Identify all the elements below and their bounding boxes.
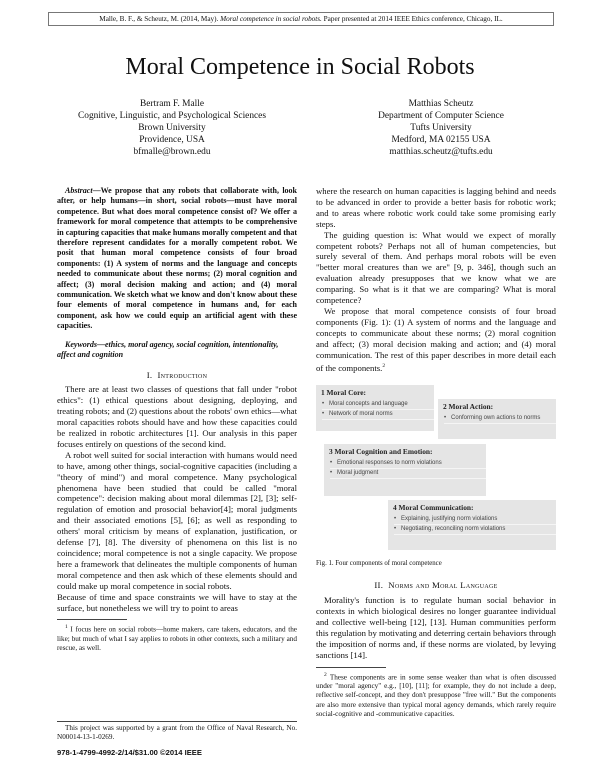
running-header-title: Moral competence in social robots. xyxy=(220,15,322,23)
author-city: Medford, MA 02155 USA xyxy=(391,135,491,145)
component-box-moral-communication xyxy=(388,500,556,550)
left-column xyxy=(57,186,297,653)
component-item: • Moral judgment xyxy=(330,470,486,479)
component-box-moral-action xyxy=(438,399,556,439)
author-institution: Brown University xyxy=(138,123,206,133)
paragraph: where the research on human capacities is lagging behind and needs to be advanced in order to provide a better basis for robotic work; and to areas where robotic work could take some promising early steps. xyxy=(316,186,556,229)
keywords-text: —ethics, moral agency, social cognition, intentionality, affect and cognition xyxy=(57,339,279,360)
right-column xyxy=(316,186,556,719)
component-box-moral-cognition xyxy=(324,444,486,496)
component-item: • Network of moral norms xyxy=(322,411,434,420)
paragraph: The guiding question is: What would we expect of morally competent robots? Perhaps not all of human competencies, but surely several of them. And perhaps moral robots will be even "better moral creatures than we are" [9, p. 346], though such an evaluation already presupposes that we know what we are comparing. So what is it that we are comparing? What is moral competence? xyxy=(316,229,556,306)
paragraph-text: We propose that moral competence consists of four broad components (Fig. 1): (1) A system of norms and the language and concepts to communicate about these norms; (2) moral cognition and affect; (3) moral decision making and action; and (4) moral communication. The rest of this paper describes in more detail each of the components. xyxy=(316,305,556,373)
component-item: • Negotiating, reconciling norm violations xyxy=(394,526,556,535)
section-title: Norms and Moral Language xyxy=(388,580,498,591)
paragraph: Morality's function is to regulate human social behavior in contexts in which biological desires no longer guarantee individual and collective well-being [12], [13]. Human communities perform this regulation by motivating and deterring certain behaviors through the imposition of norms and, if these norms are violated, by levying sanctions [14]. xyxy=(316,595,556,660)
section-title: Introduction xyxy=(157,369,208,380)
author-city: Providence, USA xyxy=(139,135,205,145)
section-heading-introduction xyxy=(57,370,297,381)
paragraph: There are at least two classes of questions that fall under "robot ethics": (1) ethical questions about designing, deploying, and treating robots; and (2) questions about the robots' own ethics—what moral capacities robots should have and how these capacities could be realized in robotic architectures [1]. Our analysis in this paper focuses entirely on questions of the second kind. xyxy=(57,384,297,449)
author-name: Matthias Scheutz xyxy=(408,99,474,109)
paragraph xyxy=(316,306,556,373)
component-item: • Explaining, justifying norm violations xyxy=(394,516,556,525)
author-email[interactable]: matthias.scheutz@tufts.edu xyxy=(389,147,493,157)
footnote-text: These components are in some sense weaker than what is often discussed under "moral agency" e.g., [10], [11]; for example, they do not include a deep, reflective self-concept, and they don't presuppose "free will." But the components are also more extensive than typical moral agency demands, which rarely require social-cognitive and -communicative capacities. xyxy=(316,673,556,718)
author-institution: Tufts University xyxy=(410,123,472,133)
component-item: • Conforming own actions to norms xyxy=(444,415,556,424)
footnote-1 xyxy=(57,623,297,653)
running-header-venue: Paper presented at 2014 IEEE Ethics conference, Chicago, IL. xyxy=(321,15,503,23)
author-block-2 xyxy=(326,98,556,158)
footnote-2 xyxy=(316,671,556,719)
component-item: • Moral concepts and language xyxy=(322,401,434,410)
component-title: 2 Moral Action: xyxy=(443,402,494,412)
author-affiliation: Cognitive, Linguistic, and Psychological Sciences xyxy=(78,111,266,121)
figure-caption: Fig. 1. Four components of moral competence xyxy=(316,560,442,568)
abstract xyxy=(57,186,297,332)
abstract-label: Abstract xyxy=(65,186,93,195)
running-header xyxy=(48,12,554,26)
section-number: II. xyxy=(374,580,384,591)
footnote-rule xyxy=(57,619,127,620)
component-box-moral-core xyxy=(316,385,434,431)
footnote-rule xyxy=(316,667,386,668)
component-title: 1 Moral Core: xyxy=(321,388,367,398)
author-name: Bertram F. Malle xyxy=(139,99,205,109)
footnote-text: I focus here on social robots—home makers, care takers, educators, and the like; but much of what I say applies to robots in other contexts, such a military and rescue, as well. xyxy=(57,625,297,653)
author-block-1 xyxy=(57,98,287,158)
section-number: I. xyxy=(146,369,153,380)
component-title: 4 Moral Communication: xyxy=(393,503,474,513)
paragraph: A robot well suited for social interaction with humans would need to have, among other things, social-cognitive capacities (including a "theory of mind") and moral competence. Many psychological phenomena have been studied that could be called "moral competence": decision making about moral dilemmas [2], [3]; self-regulation of emotion and prosocial behavior[4]; moral judgments and their associated emotions [5], [6]; as well as responding to others' moral criticism by means of explanation, justification, or defense [7], [8]. The diversity of phenomena on this list is no coincidence; moral competence is not a single capacity. We propose here a framework that delineates the multiple components of human moral competence and then ask which of these elements should and could make up moral competence in social robots. xyxy=(57,449,297,591)
paragraph: Because of time and space constraints we will have to stay at the surface, but nonetheless we will try to point to areas xyxy=(57,591,297,613)
isbn-line: 978-1-4799-4992-2/14/$31.00 ©2014 IEEE xyxy=(57,748,202,757)
author-affiliation: Department of Computer Science xyxy=(378,111,504,121)
footnote-mark: 2 xyxy=(324,671,327,678)
running-header-citation: Malle, B. F., & Scheutz, M. (2014, May). xyxy=(99,15,221,23)
footnote-mark: 1 xyxy=(65,624,68,631)
footnote-mark: 2 xyxy=(382,362,386,369)
keywords xyxy=(57,340,297,361)
paper-title: Moral Competence in Social Robots xyxy=(125,54,475,80)
author-email[interactable]: bfmalle@brown.edu xyxy=(133,147,211,157)
section-heading-norms xyxy=(316,580,556,591)
figure-1 xyxy=(316,385,556,571)
component-item: • Emotional responses to norm violations xyxy=(330,460,486,469)
grant-note: This project was supported by a grant from the Office of Naval Research, No. N00014-13-1-0269. xyxy=(57,721,297,742)
component-title: 3 Moral Cognition and Emotion: xyxy=(329,447,433,457)
abstract-text: —We propose that any robots that collaborate with, look after, or help humans—in short, social robots—must have moral competence. But what does moral competence consist of? We offer a framework for moral competence that attempts to be comprehensive in capturing capacities that make humans morally competent and that therefore represent candidates for a morally competent robot. We posit that human moral competence consists of four broad components: (1) A system of norms and the language and concepts needed to communicate about these norms; (2) moral cognition and affect; (3) moral decision making and action; and (4) moral communication. We sketch what we know and don't know about these four elements of moral competence in humans and, for each component, ask how we could equip an artificial agent with these capacities. xyxy=(57,186,297,331)
keywords-label: Keywords xyxy=(65,339,97,349)
